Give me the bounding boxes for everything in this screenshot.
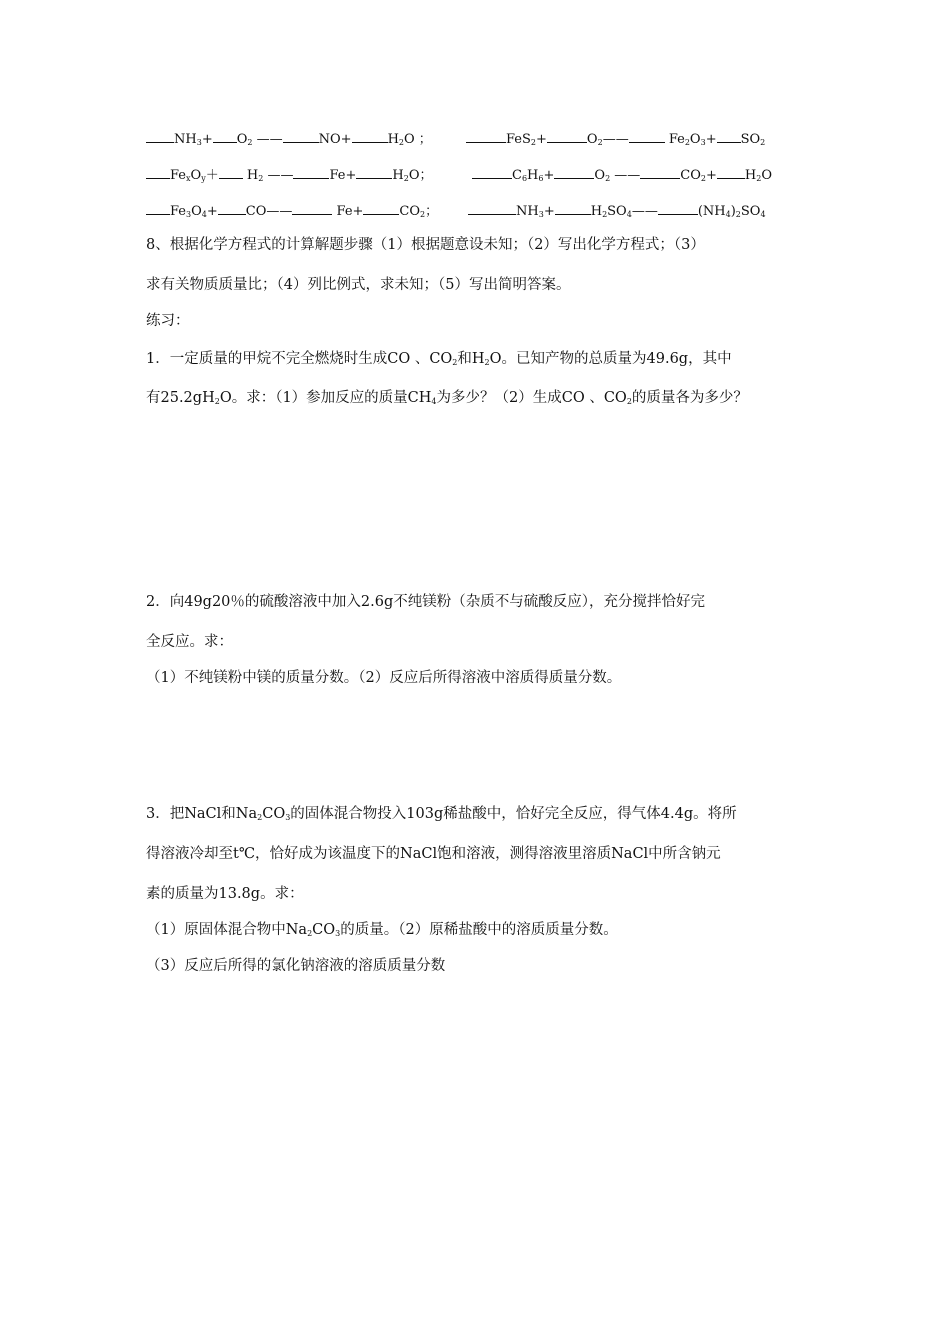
question-3-line-2: 得溶液冷却至t℃，恰好成为该温度下的NaCl饱和溶液，测得溶液里溶质NaCl中所含钠元 — [146, 846, 721, 862]
section-8-line-1: 8、根据化学方程式的计算解题步骤（1）根据题意设未知；（2）写出化学方程式；（3） — [146, 237, 705, 253]
answer-blank[interactable] — [555, 200, 591, 215]
answer-blank[interactable] — [466, 128, 506, 143]
answer-blank[interactable] — [146, 200, 170, 215]
section-8-line-2: 求有关物质质量比；（4）列比例式，求未知；（5）写出简明答案。 — [146, 277, 571, 293]
equation-row-3-left: $Fe_3O_4+$ CO—— $Fe+ CO_2$； — [146, 200, 438, 225]
answer-blank[interactable] — [146, 164, 170, 179]
equation-row-2-left: $Fe_xO_y+ H_2$ —— $Fe+ H_2O$； — [146, 164, 432, 189]
answer-blank[interactable] — [472, 164, 512, 179]
answer-blank[interactable] — [356, 164, 392, 179]
answer-blank[interactable] — [547, 128, 587, 143]
answer-blank[interactable] — [717, 128, 741, 143]
question-2-line-2: 全反应。求： — [146, 634, 233, 650]
question-3-line-5: （3）反应后所得的氯化钠溶液的溶质质量分数 — [146, 958, 446, 974]
answer-blank[interactable] — [629, 128, 665, 143]
question-3-line-4: （1）原固体混合物中$Na_2CO_3$的质量。（2）原稀盐酸中的溶质质量分数。 — [146, 922, 618, 938]
answer-blank[interactable] — [554, 164, 594, 179]
question-3-line-3: 素的质量为13.8g。求： — [146, 886, 304, 902]
answer-blank[interactable] — [292, 200, 332, 215]
question-2-line-3: （1）不纯镁粉中镁的质量分数。（2）反应后所得溶液中溶质得质量分数。 — [146, 670, 622, 686]
equation-row-1-left: $NH_3+ O_2$ —— $NO+ H_2O$ ； — [146, 128, 432, 153]
answer-blank[interactable] — [219, 164, 243, 179]
question-1-line-2: 有$25.2gH_2O$。求：（1）参加反应的质量$CH_4$为多少？（2）生成CO 、$CO_2$的质量各为多少？ — [146, 390, 748, 406]
question-1-line-1: 1．一定质量的甲烷不完全燃烧时生成CO 、$CO_2$和$H_2O$。已知产物的总质量为49.6g，其中 — [146, 351, 732, 367]
practice-label: 练习： — [146, 313, 190, 329]
answer-blank[interactable] — [363, 200, 399, 215]
answer-blank[interactable] — [146, 128, 174, 143]
answer-blank[interactable] — [293, 164, 329, 179]
answer-blank[interactable] — [283, 128, 319, 143]
equation-row-1-right: $FeS_2+ O_2——$ $Fe_2O_3+ SO_2$ — [466, 128, 765, 153]
answer-blank[interactable] — [468, 200, 516, 215]
answer-blank[interactable] — [717, 164, 745, 179]
answer-blank[interactable] — [213, 128, 237, 143]
equation-row-2-right: $C_6H_6+ O_2$ —— $CO_2+ H_2O$ — [472, 164, 772, 189]
answer-blank[interactable] — [352, 128, 388, 143]
question-3-line-1: 3．把NaCl和$Na_2CO_3$的固体混合物投入103g稀盐酸中，恰好完全反应，得气体4.4g。将所 — [146, 806, 737, 822]
answer-blank[interactable] — [658, 200, 698, 215]
equation-row-3-right: $NH_3+$ $H_2SO_4——$ $(NH_4)_2SO_4$ — [468, 200, 766, 225]
question-2-line-1: 2．向49g20％的硫酸溶液中加入2.6g不纯镁粉（杂质不与硫酸反应），充分搅拌恰好完 — [146, 594, 705, 610]
answer-blank[interactable] — [640, 164, 680, 179]
answer-blank[interactable] — [218, 200, 246, 215]
